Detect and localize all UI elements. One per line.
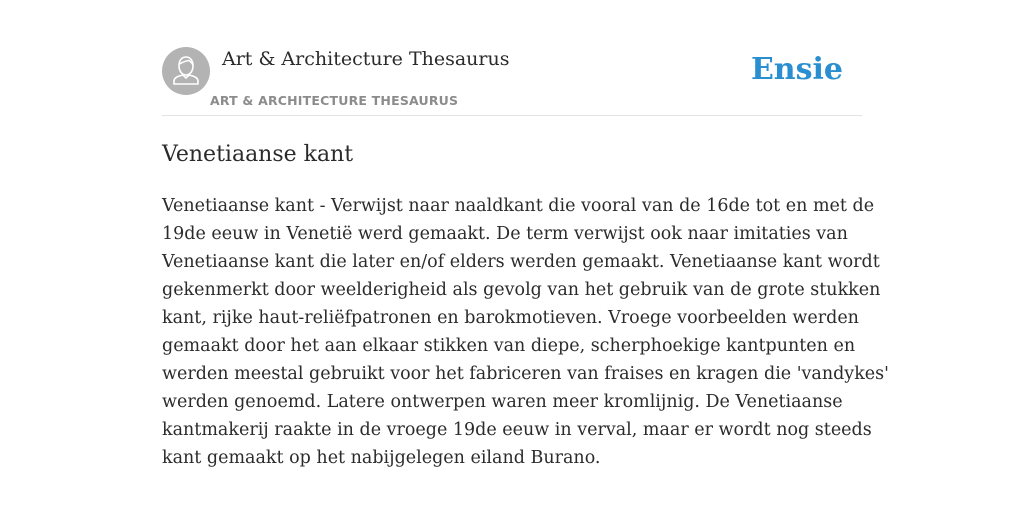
site-title[interactable]: Art & Architecture Thesaurus	[222, 48, 510, 70]
definition-line: kant gemaakt op het nabijgelegen eiland Burano.	[162, 448, 601, 468]
ensie-logo[interactable]: Ensie	[750, 52, 843, 87]
definition-line: werden genoemd. Latere ontwerpen waren meer kromlijnig. De Venetiaanse	[162, 392, 843, 412]
user-silhouette-icon	[162, 47, 210, 95]
definition-line: Venetiaanse kant die later en/of elders werden gemaakt. Venetiaanse kant wordt	[162, 252, 880, 272]
avatar[interactable]	[162, 47, 210, 95]
page-title: Venetiaanse kant	[162, 142, 354, 167]
definition-text	[162, 192, 889, 472]
definition-line: kantmakerij raakte in de vroege 19de eeuw in verval, maar er wordt nog steeds	[162, 420, 872, 440]
definition-line: werden meestal gebruikt voor het fabriceren van fraises en kragen die 'vandykes'	[162, 364, 889, 384]
definition-line: gekenmerkt door weelderigheid als gevolg van het gebruik van de grote stukken	[162, 280, 881, 300]
site-subtitle[interactable]: ART & ARCHITECTURE THESAURUS	[210, 93, 459, 108]
page-header	[162, 46, 862, 116]
definition-line: kant, rijke haut-reliëfpatronen en barokmotieven. Vroege voorbeelden werden	[162, 308, 859, 328]
definition-line: Venetiaanse kant - Verwijst naar naaldkant die vooral van de 16de tot en met de	[162, 196, 875, 216]
definition-line: gemaakt door het aan elkaar stikken van diepe, scherphoekige kantpunten en	[162, 336, 856, 356]
definition-line: 19de eeuw in Venetië werd gemaakt. De term verwijst ook naar imitaties van	[162, 224, 848, 244]
